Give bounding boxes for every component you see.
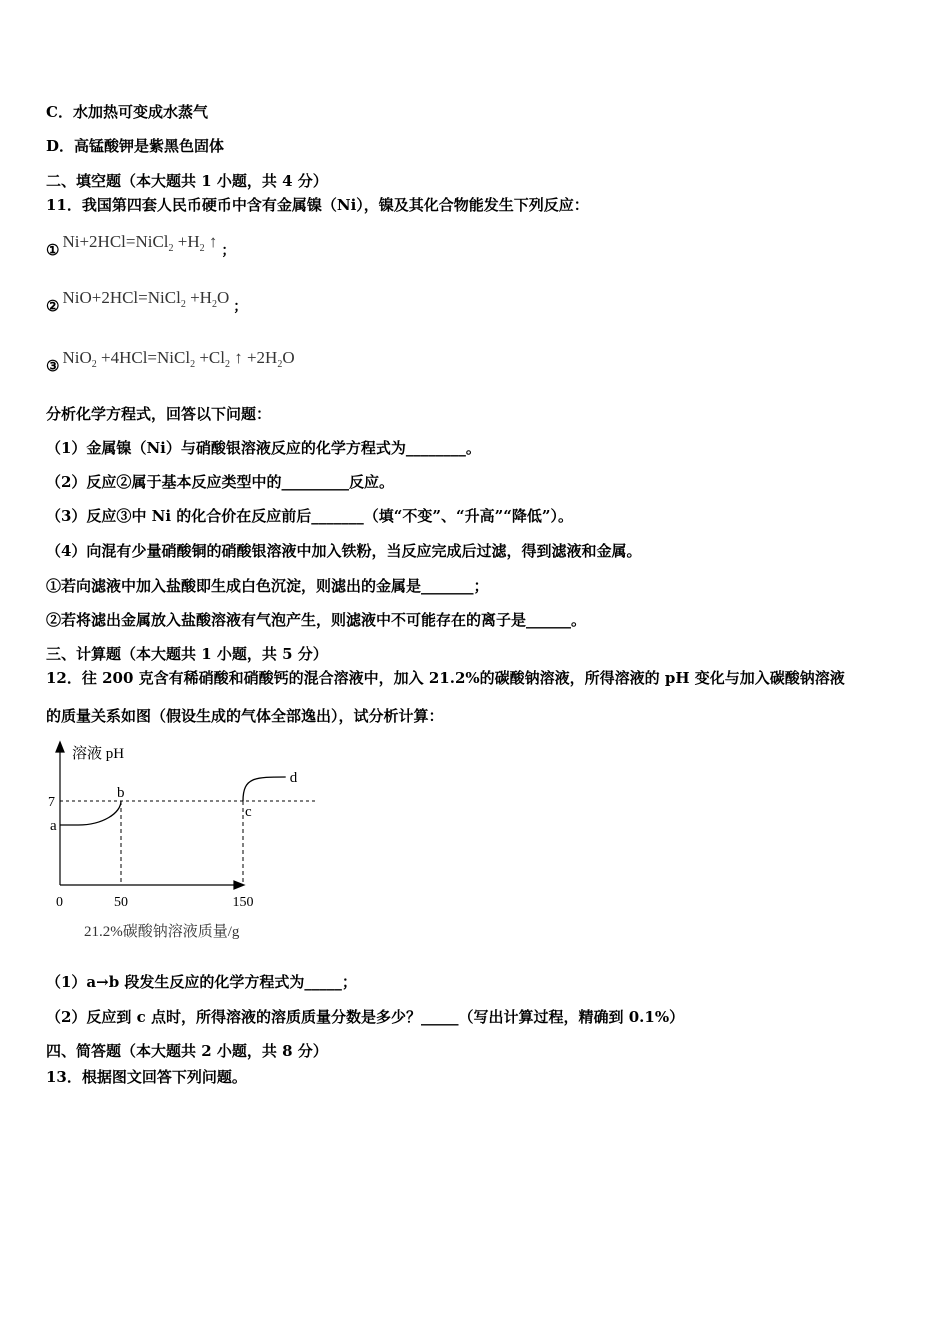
- point-label-b: b: [117, 785, 125, 801]
- y-axis-label: 溶液 pH: [72, 746, 125, 762]
- option-c: C．水加热可变成水蒸气: [46, 103, 208, 121]
- point-label-d: d: [289, 770, 298, 786]
- question-12-line1: 12．往 200 克含有稀硝酸和硝酸钙的混合溶液中，加入 21.2%的碳酸钠溶液，所得溶液的 pH 变化与加入碳酸钠溶液: [46, 669, 845, 687]
- origin-label: 0: [56, 895, 63, 910]
- point-label-c: c: [245, 804, 252, 820]
- section-2-heading: 二、填空题（本大题共 1 小题，共 4 分）: [46, 172, 328, 190]
- equation-2: ② NiO+2HCl=NiCl$_2$ $+H_2O$；: [46, 288, 248, 315]
- x-axis-arrow: [234, 881, 244, 889]
- question-12-line2: 的质量关系如图（假设生成的气体全部逸出），试分析计算：: [46, 707, 444, 725]
- section-3-heading: 三、计算题（本大题共 1 小题，共 5 分）: [46, 645, 328, 663]
- question-11-4b: ②若将滤出金属放入盐酸溶液有气泡产生，则滤液中不可能存在的离子是______。: [46, 611, 587, 629]
- y-axis-arrow: [56, 742, 64, 752]
- analyze-prompt: 分析化学方程式，回答以下问题：: [46, 405, 272, 423]
- section-4-heading: 四、简答题（本大题共 2 小题，共 8 分）: [46, 1042, 328, 1060]
- y-tick-label-7: 7: [48, 795, 55, 810]
- point-label-a: a: [50, 818, 57, 834]
- question-11: 11．我国第四套人民币硬币中含有金属镍（Ni），镍及其化合物能发生下列反应：: [46, 196, 589, 214]
- equation-1: ① Ni+2HCl=NiCl$_2$ $+H_2$ ↑；: [46, 232, 236, 259]
- x-tick-label-150: 150: [232, 895, 254, 910]
- x-tick-label-50: 50: [114, 895, 128, 910]
- question-12-2: （2）反应到 c 点时，所得溶液的溶质质量分数是多少？_____（写出计算过程，精确到 0.1%）: [46, 1008, 685, 1026]
- question-11-2: （2）反应②属于基本反应类型中的_________反应。: [46, 473, 394, 491]
- question-11-3: （3）反应③中 Ni 的化合价在反应前后_______（填“不变”、“升高”“降低”）。: [46, 507, 574, 525]
- curve-a-to-b: [60, 801, 121, 825]
- x-axis-label: 21.2%碳酸钠溶液质量/g: [84, 924, 240, 940]
- question-13: 13．根据图文回答下列问题。: [46, 1068, 247, 1086]
- question-12-1: （1）a→b 段发生反应的化学方程式为_____；: [46, 973, 357, 991]
- ph-chart: [40, 738, 298, 943]
- option-d: D．高锰酸钾是紫黑色固体: [46, 137, 225, 155]
- curve-c-to-d: [243, 777, 286, 801]
- equation-3: ③ NiO$_2$ +4HCl=NiCl$_2$ $+Cl_2$ ↑ $+2H_2O$: [46, 348, 295, 375]
- question-11-1: （1）金属镍（Ni）与硝酸银溶液反应的化学方程式为________。: [46, 439, 481, 457]
- question-11-4a: ①若向滤液中加入盐酸即生成白色沉淀，则滤出的金属是_______；: [46, 577, 489, 595]
- question-11-4: （4）向混有少量硝酸铜的硝酸银溶液中加入铁粉，当反应完成后过滤，得到滤液和金属。: [46, 542, 642, 560]
